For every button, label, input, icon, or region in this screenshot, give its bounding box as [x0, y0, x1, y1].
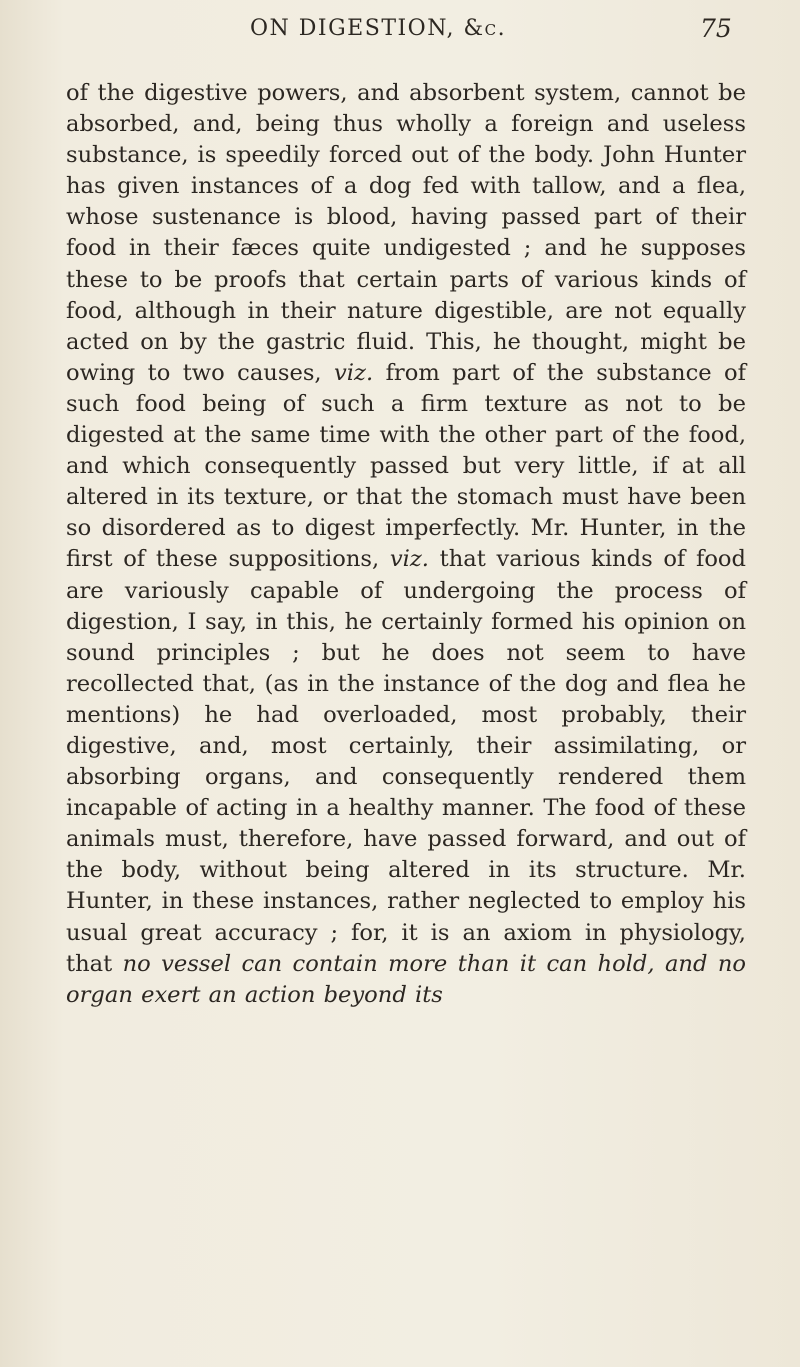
italic-viz-1: viz.: [334, 359, 374, 386]
running-head: ON DIGESTION, &c.: [250, 16, 507, 41]
text-run-2: from part of the substance of such food being of such a firm texture as not to be digested at the same time with the other part of the food, and which consequently passed but very little, if at all altered in its texture, or that the stomach must have been so disordered as to digest imperfectly. Mr. Hunter, in the first of these suppositions,: [66, 359, 746, 573]
page-header: [0, 10, 800, 50]
page-number: 75: [700, 14, 732, 43]
text-run-3: that various kinds of food are variously capable of undergoing the process of digestion, I say, in this, he certainly formed his opinion on sound principles ; but he does not seem to have recollected that, (as in the instance of the dog and flea he mentions) he had overloaded, most probably, their digestive, and, most certainly, their assimilating, or absorbing organs, and consequently rendered them incapable of acting in a healthy manner. The food of these animals must, therefore, have passed forward, and out of the body, without being altered in its structure. Mr. Hunter, in these instances, rather neglected to employ his usual great accuracy ; for, it is an axiom in physiology, that: [66, 546, 746, 977]
italic-axiom: no vessel can contain more than it can hold, and no organ exert an action beyond its: [66, 950, 746, 1008]
text-run-1: of the digestive powers, and absorbent system, cannot be absorbed, and, being thus wholly a foreign and useless substance, is speedily forced out of the body. John Hunter has given instances of a dog fed with tallow, and a flea, whose sustenance is blood, having passed part of their food in their fæces quite undigested ; and he supposes these to be proofs that certain parts of various kinds of food, although in their nature digestible, are not equally acted on by the gastric fluid. This, he thought, might be owing to two causes,: [66, 80, 746, 386]
body-paragraph: [66, 78, 746, 1011]
italic-viz-2: viz.: [389, 546, 429, 573]
